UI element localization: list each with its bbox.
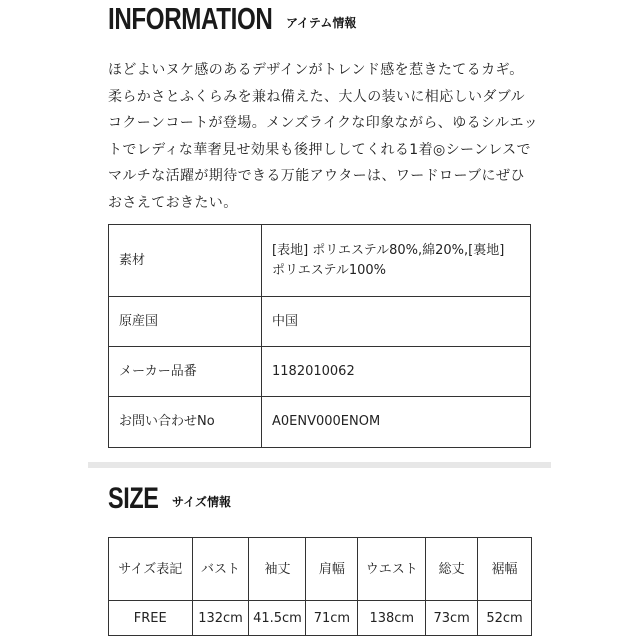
- table-row: [109, 347, 531, 397]
- table-row: [109, 225, 531, 297]
- info-value-origin: 中国: [262, 297, 531, 347]
- item-info-table: [108, 224, 531, 448]
- table-row: [109, 297, 531, 347]
- info-value-material: [表地] ポリエステル80%,綿20%,[裏地] ポリエステル100%: [262, 225, 531, 297]
- information-title: INFORMATION: [108, 1, 273, 36]
- info-value-maker-number: 1182010062: [262, 347, 531, 397]
- size-col-length: 総丈: [426, 538, 478, 601]
- item-description: ほどよいヌケ感のあるデザインがトレンド感を惹きたてるカギ。柔らかさとふくらみを兼ね備えた、大人の装いに相応しいダブルコクーンコートが登場。メンズライクな印象ながら、ゆるシルエットでレディな華奢見せ効果も後押ししてくれる1着◎シーンレスでマルチな活躍が期待できる万能アウターは、ワードローブにぜひおさえておきたい。: [108, 62, 538, 211]
- size-cell: 132cm: [192, 601, 249, 636]
- info-label-maker-number: メーカー品番: [109, 347, 262, 397]
- size-cell: 71cm: [306, 601, 358, 636]
- size-col-bust: バスト: [192, 538, 249, 601]
- size-table: [108, 537, 532, 636]
- size-title: SIZE: [108, 482, 159, 515]
- size-header: [108, 482, 232, 516]
- size-cell: FREE: [109, 601, 193, 636]
- info-label-origin: 原産国: [109, 297, 262, 347]
- size-col-hem: 裾幅: [478, 538, 532, 601]
- table-row: [109, 397, 531, 448]
- size-cell: 138cm: [358, 601, 426, 636]
- size-table-header-row: [109, 538, 532, 601]
- size-col-waist: ウエスト: [358, 538, 426, 601]
- info-value-inquiry-number: A0ENV000ENOM: [262, 397, 531, 448]
- info-label-material: 素材: [109, 225, 262, 297]
- size-cell: 52cm: [478, 601, 532, 636]
- size-cell: 73cm: [426, 601, 478, 636]
- size-subtitle: サイズ情報: [172, 495, 232, 509]
- size-col-shoulder: 肩幅: [306, 538, 358, 601]
- info-label-inquiry-number: お問い合わせNo: [109, 397, 262, 448]
- information-subtitle: アイテム情報: [286, 16, 357, 30]
- size-col-size-label: サイズ表記: [109, 538, 193, 601]
- information-header: [108, 1, 357, 36]
- section-divider: [88, 462, 551, 468]
- table-row: [109, 601, 532, 636]
- size-col-sleeve: 袖丈: [249, 538, 306, 601]
- size-cell: 41.5cm: [249, 601, 306, 636]
